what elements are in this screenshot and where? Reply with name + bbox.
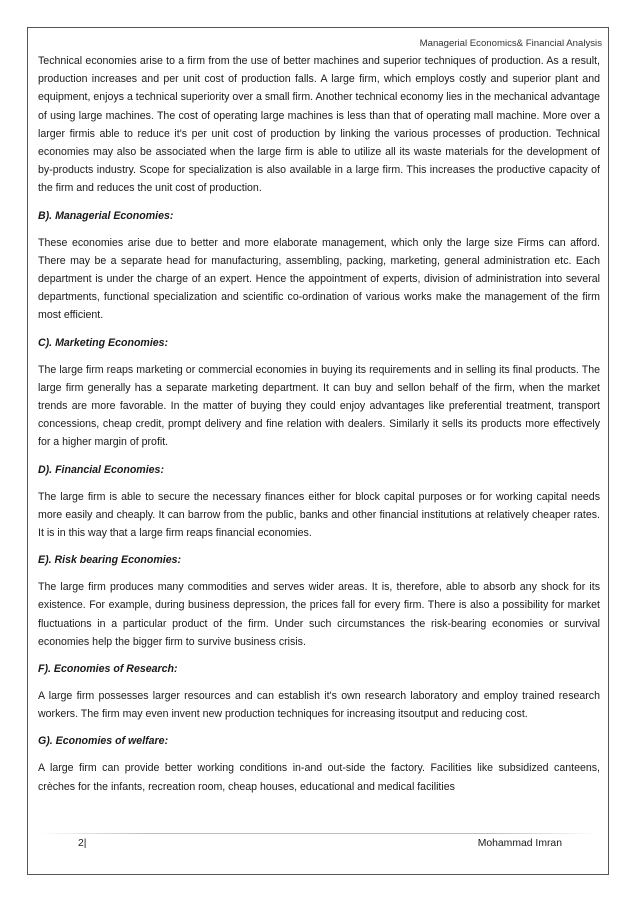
marketing-economies-heading: C). Marketing Economies: (38, 336, 169, 349)
risk-bearing-economies-heading: E). Risk bearing Economies: (38, 554, 182, 567)
managerial-economies-heading: B). Managerial Economies: (38, 209, 174, 222)
welfare-economies-paragraph: A large firm can provide better working conditions in-and out-side the factory. Facilities like subsidized canteens, crèches for the infants, recreation room, cheap houses, educational and medical facilities (38, 762, 600, 793)
welfare-economies-heading: G). Economies of welfare: (38, 735, 169, 748)
research-economies-paragraph: A large firm possesses larger resources and can establish it's own research laboratory and employ trained research workers. The firm may even invent new production techniques for increasing itsoutput and reducing cost. (38, 690, 600, 721)
risk-bearing-economies-paragraph: The large firm produces many commodities and serves wider areas. It is, therefore, able to absorb any shock for its existence. For example, during business depression, the prices fall for every firm. There is also a possibility for market fluctuations in a particular product of the firm. Under such circumstances the risk-bearing economies or survival economies help the bigger firm to survive business crisis. (38, 581, 600, 648)
financial-economies-paragraph: The large firm is able to secure the necessary finances either for block capital purposes or for working capital needs more easily and cheaply. It can barrow from the public, banks and other financial institutions at relatively cheaper rates. It is in this way that a large firm reaps financial economies. (38, 490, 600, 540)
financial-economies-heading: D). Financial Economies: (38, 463, 164, 476)
marketing-economies-paragraph: The large firm reaps marketing or commercial economies in buying its requirements and in selling its final products. The large firm generally has a separate marketing department. It can buy and sellon behalf of the firm, when the market trends are more favorable. In the matter of buying they could enjoy advantages like preferential treatment, transport concessions, cheap credit, prompt delivery and fine relation with dealers. Similarly it sells its products more effectively for a higher margin of profit. (38, 363, 600, 449)
footer-divider (38, 833, 598, 834)
running-header-title: Managerial Economics& Financial Analysis (419, 38, 602, 49)
research-economies-heading: F). Economies of Research: (38, 663, 178, 676)
footer-author: Mohammad Imran (477, 838, 562, 849)
technical-economies-paragraph: Technical economies arise to a firm from the use of better machines and superior techniques of production. As a result, production increases and per unit cost of production falls. A large firm, which employs costly and superior plant and equipment, enjoys a technical superiority over a small firm. Another technical economy lies in the mechanical advantage of using large machines. The cost of operating large machines is less than that of operating mall machine. More over a larger firmis able to reduce it's per unit cost of production by linking the various processes of production. Technical economies may also be associated when the large firm is able to utilize all its waste materials for the development of by-products industry. Scope for specialization is also available in a large firm. This increases the productive capacity of the firm and reduces the unit cost of production. (38, 55, 600, 195)
managerial-economies-paragraph: These economies arise due to better and more elaborate management, which only the large size Firms can afford. There may be a separate head for manufacturing, assembling, packing, marketing, general administration etc. Each department is under the charge of an expert. Hence the appointment of experts, division of administration into several departments, functional specialization and scientific co-ordination of various works make the management of the firm most efficient. (38, 236, 600, 322)
document-body (38, 52, 600, 805)
page-number: 2| (78, 838, 87, 849)
